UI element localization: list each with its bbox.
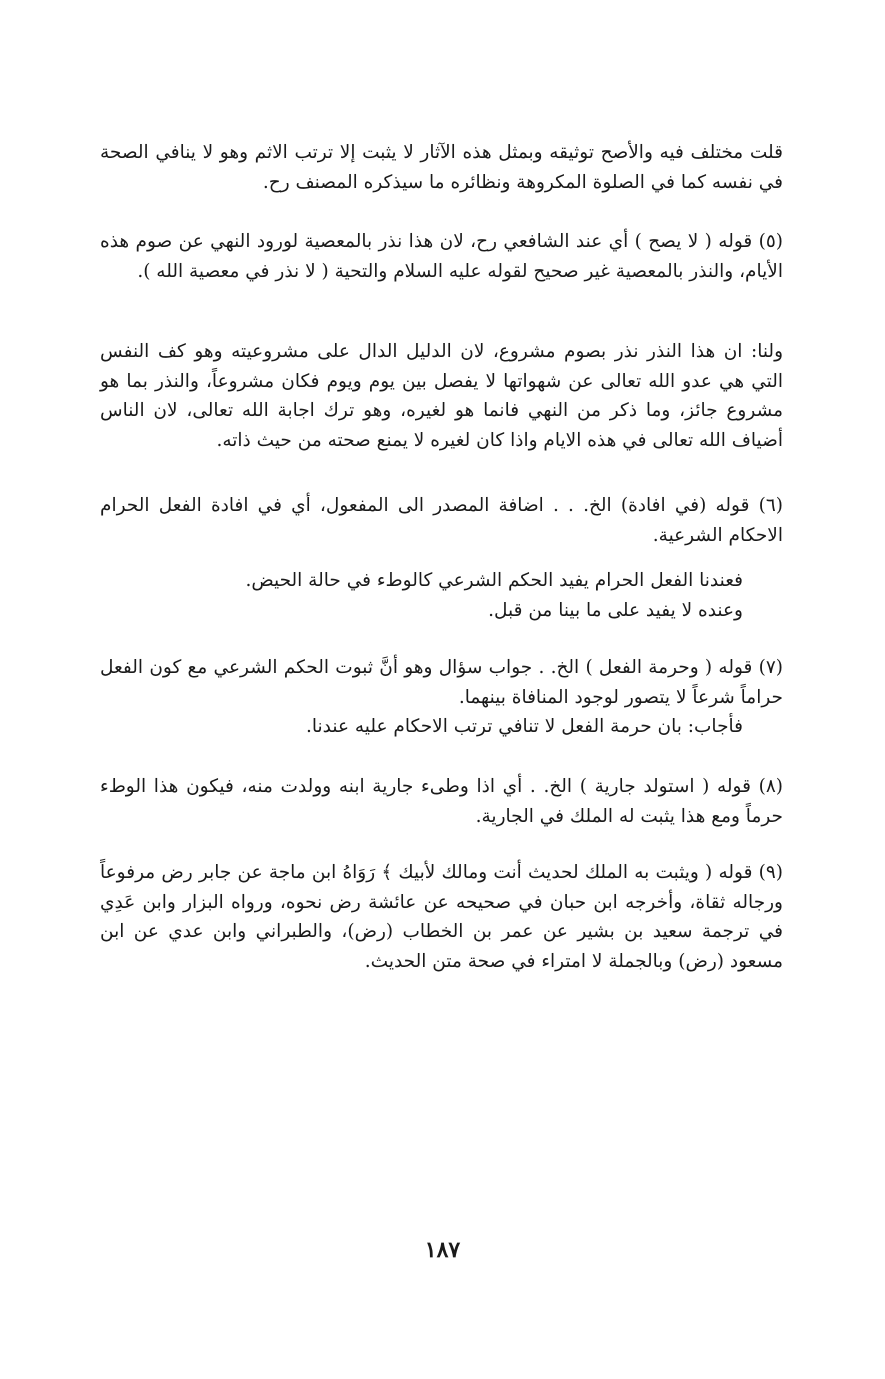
paragraph-text: (٩) قوله ( ويثبت به الملك لحديث أنت ومالك لأبيك ﴾ رَوَاهُ ابن ماجة عن جابر رض مرفوعاً ورجاله ثقاة، وأخرجه ابن حبان في صحيحه عن عائشة رض نحوه، ورواه البزار وابن عَدِي في ترجمة سعيد بن بشير عن عمر بن الخطاب (رض)، والطبراني وابن عدي عن ابن مسعود (رض) وبالجملة لا امتراء في صحة متن الحديث. — [100, 862, 783, 972]
page-number: ١٨٧ — [424, 1237, 461, 1263]
indented-line: وعنده لا يفيد على ما بينا من قبل. — [488, 599, 743, 621]
indented-line: فأجاب: بان حرمة الفعل لا تنافي ترتب الاحكام عليه عندنا. — [306, 716, 743, 737]
paragraph-text: ولنا: ان هذا النذر نذر بصوم مشروع، لان الدليل الدال على مشروعيته وهو كف النفس التي هي عدو الله تعالى عن شهواتها لا يفصل بين يوم ويوم فكان مشروعاً، والنذر بما هو مشروع جائز، وما ذكر من النهي فانما هو لغيره، وهو ترك اجابة الله تعالى، لان الناس أضياف الله تعالى في هذه الايام واذا كان لغيره لا يمنع صحته من حيث ذاته. — [100, 341, 783, 451]
paragraph-our-view — [100, 337, 783, 455]
paragraph-note-5 — [100, 227, 783, 286]
paragraph-text: (٥) قوله ( لا يصح ) أي عند الشافعي رح، لان هذا نذر بالمعصية لورود النهي عن صوم هذه الأيام، والنذر بالمعصية غير صحيح لقوله عليه السلام والتحية ( لا نذر في معصية الله ). — [100, 231, 783, 282]
paragraph-note-6-details — [100, 566, 783, 625]
indented-line: فعندنا الفعل الحرام يفيد الحكم الشرعي كالوطء في حالة الحيض. — [245, 570, 743, 591]
paragraph-text: (٨) قوله ( استولد جارية ) الخ. . أي اذا وطىء جارية ابنه وولدت منه، فيكون هذا الوطء حرماً ومع هذا يثبت له الملك في الجارية. — [100, 776, 783, 827]
paragraph-text: قلت مختلف فيه والأصح توثيقه وبمثل هذه الآثار لا يثبت إلا ترتب الاثم وهو لا ينافي الصحة في نفسه كما في الصلوة المكروهة ونظائره ما سيذكره المصنف رح. — [100, 142, 783, 193]
paragraph-text: (٦) قوله (في افادة) الخ. . . اضافة المصدر الى المفعول، أي في افادة الفعل الحرام الاحكام الشرعية. — [100, 495, 783, 546]
paragraph-note-6 — [100, 491, 783, 550]
paragraph-note-8 — [100, 772, 783, 831]
paragraph-commentary-intro — [100, 138, 783, 197]
paragraph-note-9 — [100, 858, 783, 976]
paragraph-note-7 — [100, 653, 783, 742]
paragraph-text: (٧) قوله ( وحرمة الفعل ) الخ. . جواب سؤال وهو أنَّ ثبوت الحكم الشرعي مع كون الفعل حراماً شرعاً لا يتصور لوجود المنافاة بينهما. — [100, 657, 783, 708]
